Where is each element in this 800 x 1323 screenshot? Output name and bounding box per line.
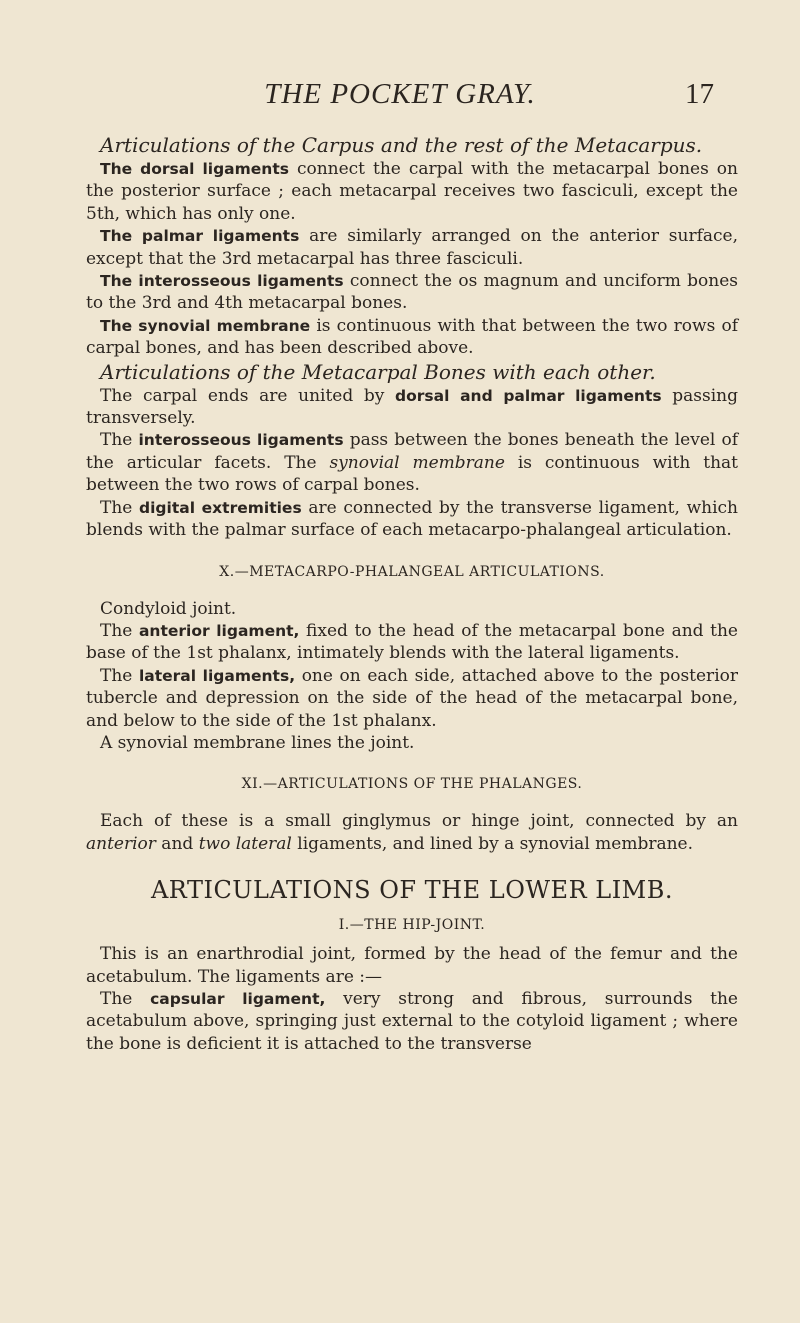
text: is continuous with that between the two rows of carpal bones, and has been described above. <box>86 315 738 359</box>
text: fixed to the head of the metacarpal bone and the base of the 1st phalanx, intimately blends with the lateral ligaments. <box>86 620 738 664</box>
paragraph <box>86 988 738 1055</box>
paragraph <box>86 315 738 360</box>
paragraph: A synovial membrane lines the joint. <box>100 732 415 753</box>
hip-joint-heading: I.—THE HIP-JOINT. <box>338 917 486 934</box>
text: is continuous with that between the two rows of carpal bones. <box>86 452 738 496</box>
text: are connected by the transverse ligament, which blends with the palmar surface of each metacarpo-phalangeal articulation. <box>86 497 738 541</box>
italic-term: synovial membrane <box>329 452 505 473</box>
text: The <box>100 620 139 641</box>
text: pass between the bones beneath the level of the articular facets. The <box>86 430 738 473</box>
text: passing transversely. <box>86 385 738 429</box>
bold-term: digital extremities <box>139 498 302 517</box>
italic-term: anterior <box>86 833 156 854</box>
text: The <box>100 497 140 518</box>
running-title: THE POCKET GRAY. <box>264 78 536 110</box>
text: one on each side, attached above to the posterior tubercle and depression on the side of the head of the metacarpal bone, and below to the side of the 1st phalanx. <box>86 665 738 731</box>
paragraph <box>86 620 738 665</box>
text: The <box>100 665 139 686</box>
paragraph <box>86 665 738 732</box>
metacarpal-heading: Articulations of the Metacarpal Bones with each other. <box>100 359 656 384</box>
bold-term: The synovial membrane <box>100 316 311 335</box>
bold-term: lateral ligaments, <box>138 666 296 685</box>
text: and <box>155 833 199 854</box>
paragraph <box>86 225 738 270</box>
text: The carpal ends are united by <box>100 385 396 406</box>
text: very strong and fibrous, surrounds the acetabulum above, springing just external to the cotyloid ligament ; where the bone is deficient it is attached to the transverse <box>86 988 738 1054</box>
italic-term: two lateral <box>198 833 292 854</box>
section-x-heading: X.—METACARPO-PHALANGEAL ARTICULATIONS. <box>219 563 605 580</box>
paragraph <box>86 385 738 430</box>
text: connect the os magnum and unciform bones to the 3rd and 4th metacarpal bones. <box>86 271 738 314</box>
text: are similarly arranged on the anterior surface, except that the 3rd metacarpal has three fasciculi. <box>86 226 738 269</box>
carpus-heading: Articulations of the Carpus and the rest of the Metacarpus. <box>100 133 703 157</box>
paragraph <box>86 270 738 315</box>
bold-term: capsular ligament, <box>150 989 326 1008</box>
section-xi-heading: XI.—ARTICULATIONS OF THE PHALANGES. <box>241 776 583 793</box>
paragraph <box>86 429 738 496</box>
bold-term: anterior ligament, <box>138 621 300 640</box>
paragraph: This is an enarthrodial joint, formed by the head of the femur and the acetabulum. The ligaments are :— <box>86 944 738 987</box>
bold-term: The dorsal ligaments <box>100 160 289 178</box>
paragraph <box>86 497 738 542</box>
bold-term: The interosseous ligaments <box>100 272 344 291</box>
text: The <box>100 430 139 451</box>
bold-term: interosseous ligaments <box>138 431 344 450</box>
lower-limb-heading: ARTICULATIONS OF THE LOWER LIMB. <box>150 876 674 905</box>
bold-term: The palmar ligaments <box>100 227 300 246</box>
page-header <box>0 78 800 118</box>
paragraph <box>86 810 738 855</box>
text: ligaments, and lined by a synovial membrane. <box>291 833 694 854</box>
page-number: 17 <box>685 78 714 110</box>
bold-term: dorsal and palmar ligaments <box>395 386 662 405</box>
paragraph <box>86 158 738 225</box>
text: connect the carpal with the metacarpal bones on the posterior surface ; each metacarpal receives two fasciculi, except the 5th, which has only one. <box>86 159 738 224</box>
page-body <box>86 133 738 1055</box>
text: Each of these is a small ginglymus or hinge joint, connected by an <box>100 811 738 832</box>
paragraph: Condyloid joint. <box>100 598 237 619</box>
text: The <box>100 988 151 1009</box>
